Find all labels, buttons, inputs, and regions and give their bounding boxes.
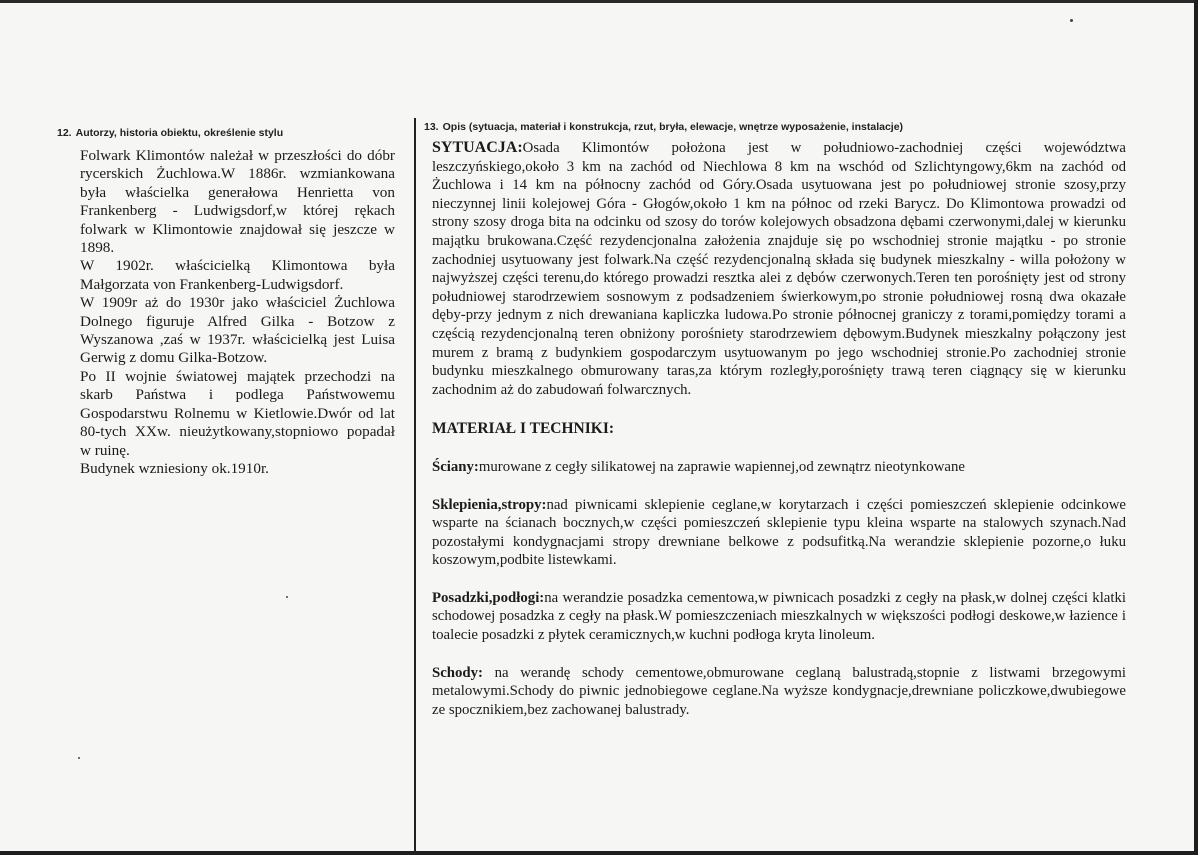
history-heading-number: 12. [57,127,72,139]
scan-speck [1070,19,1073,22]
description-heading [424,121,1126,133]
history-paragraph: Po II wojnie światowej majątek przechodzi na skarb Państwa i podlega Państwowemu Gospodarstwu Rolnemu w Kietlowie.Dwór od lat 80-tych XXw. nieużytkowany,stopniowo popadał w ruinę. [80,367,395,459]
history-text [80,147,395,478]
scan-speck [78,757,80,759]
situation-label: SYTUACJA: [432,139,523,156]
walls-label: Ściany: [432,458,479,475]
scan-right-edge [1194,0,1198,855]
description-column [424,121,1126,719]
walls-paragraph [432,458,1126,477]
situation-text: Osada Klimontów położona jest w południowo-zachodniej części województwa leszczyńskiego,około 3 km na zachód od Niechlowa 8 km na wschód od Szlichtyngowy,6km na zachód od Żuchlowa i 14 km na północny zachód od Góry.Osada usytuowana jest po południowej stronie szosy,przy nieczynnej linii kolejowej Góra - Głogów,około 1 km na północ od rzeki Barycz. Do Klimontowa prowadzi od strony szosy droga bita na odcinku od szosy do torów kolejowych obsadzona dębami czerwonymi,dalej w kierunku majątku brukowana.Część rezydencjonalna założenia znajduje się po wschodniej stronie majątku - po stronie zachodniej usytuowany jest folwark.Na część rezydencjonalną składa się budynek mieszkalny - willa położony w najwyższej części terenu,do którego prowadzi resztka alei z dębów czerwonych.Teren ten porośnięty jest od strony południowej starodrzewiem sosnowym z podsadzeniem świerkowym,po stronie południowej rosną dwa okazałe dęby-przy jednym z nich drewaniana kapliczka ludowa.Po stronie północnej graniczy z torami,pomiędzy torami a częścią rezydencjonalną teren obniżony porośniety starodrzewiem dębowym.Budynek mieszkalny połączony jest murem z bramą z budynkiem gospodarczym usytuowanym po jego wschodniej stronie.Po zachodniej stronie budynku mieszkalnego obmurowany taras,za którym rozległy,porośnięty trawą teren ciągnący się w kierunku zachodnim aż do zabudowań folwarcznych. [432,140,1126,398]
materials-title: MATERIAŁ I TECHNIKI: [432,420,615,438]
stairs-paragraph [432,664,1126,720]
history-paragraph: W 1902r. właścicielką Klimontowa była Małgorzata von Frankenberg-Ludwigsdorf. [80,257,395,293]
scan-speck [286,596,288,598]
vaults-label: Sklepienia,stropy: [432,496,547,513]
situation-paragraph [432,139,1126,399]
stairs-text: na werandę schody cementowe,obmurowane ceglaną balustradą,stopnie z listwami brzegowymi metalowymi.Schody do piwnic jednobiegowe ceglane.Na wyższe kondygnacje,drewniane policzkowe,dwubiegowe ze spocznikiem,bez zachowanej balustrady. [432,664,1126,718]
history-paragraph: Folwark Klimontów należał w przeszłości do dóbr rycerskich Żuchlowa.W 1886r. wzmiankowana była właścielka generałowa Henrietta von Frankenberg - Ludwigsdorf,w której rękach folwark w Klimontowie znajdował się jeszcze w 1898. [80,147,395,257]
floors-text: na werandzie posadzka cementowa,w piwnicach posadzki z cegły na płask,w dolnej części klatki schodowej posadzka z cegły na płask.W pomieszczeniach mieszkalnych w większości podłogi deskowe,w łazience i toalecie posadzki z płytek ceramicznych,w kuchni podłoga kryta linoleum. [432,589,1126,644]
scan-top-edge [0,0,1198,3]
history-heading [57,127,395,139]
description-text [432,139,1126,719]
description-heading-text: Opis (sytuacja, materiał i konstrukcja, rzut, bryła, elewacje, wnętrze wyposażenie, instalacje) [442,121,904,133]
scan-bottom-edge [0,851,1198,855]
column-divider [414,118,416,855]
floors-paragraph [432,589,1126,645]
stairs-label: Schody: [432,664,483,681]
history-column [57,127,395,478]
history-heading-text: Autorzy, historia obiektu, określenie stylu [75,127,284,139]
history-paragraph: Budynek wzniesiony ok.1910r. [80,459,269,477]
description-heading-number: 13. [424,121,439,133]
vaults-text: nad piwnicami sklepienie ceglane,w korytarzach i części pomieszczeń sklepienie odcinkowe wsparte na ścianach bocznych,w części pomieszczeń sklepienie typu kleina wsparte na stalowych szynach.Nad pozostałymi kondygnacjami stropy drewniane belkowe z podsufitką.Na werandzie sklepienie pozorne,o łuku koszowym,podbite listewkami. [432,496,1126,569]
vaults-paragraph [432,496,1126,570]
history-paragraph: W 1909r aż do 1930r jako właściciel Żuchlowa Dolnego figuruje Alfred Gilka - Botzow z Wyszanowa ,zaś w 1937r. właścicielką jest Luisa Gerwig z domu Gilka-Botzow. [80,294,395,367]
floors-label: Posadzki,podłogi: [432,589,545,606]
walls-text: murowane z cegły silikatowej na zaprawie wapiennej,od zewnątrz nieotynkowane [478,458,965,475]
